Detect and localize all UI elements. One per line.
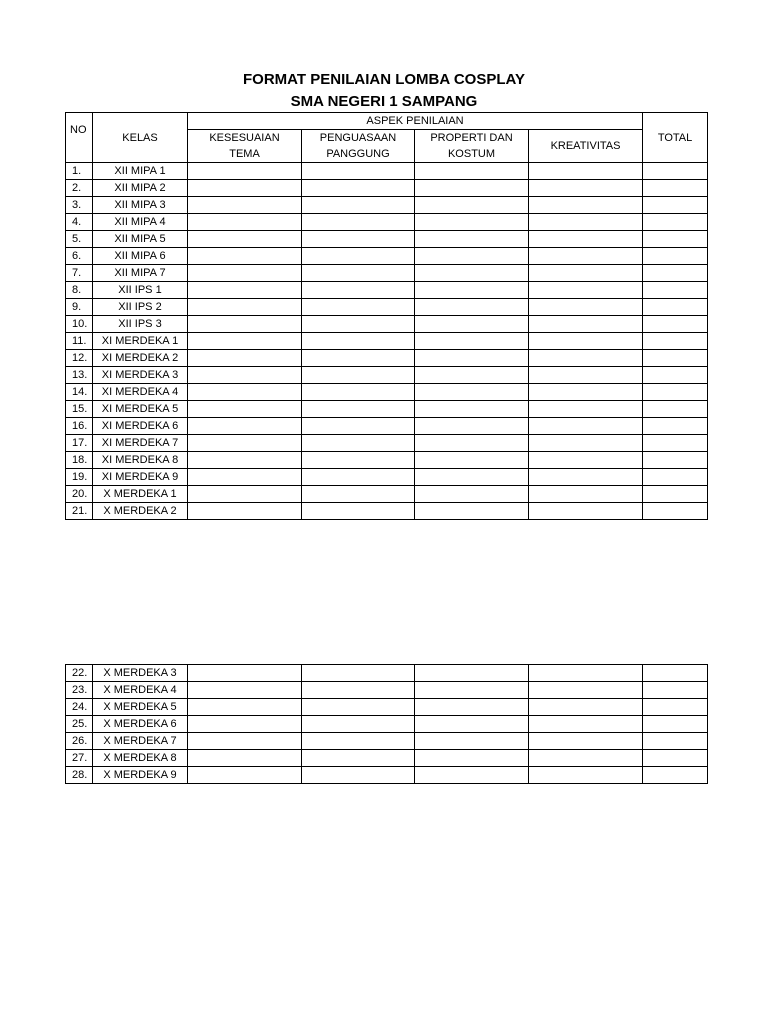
score-kesesuaian-cell[interactable] [188,401,302,418]
score-kesesuaian-cell[interactable] [188,384,302,401]
row-kelas: X MERDEKA 1 [93,486,188,503]
score-kreativitas-cell[interactable] [529,750,643,767]
row-kelas: XII MIPA 2 [93,180,188,197]
score-penguasaan-cell[interactable] [302,750,415,767]
table-row [66,452,708,469]
score-total-cell[interactable] [643,180,708,197]
score-penguasaan-cell[interactable] [302,435,415,452]
row-kelas: X MERDEKA 6 [93,716,188,733]
score-penguasaan-cell[interactable] [302,231,415,248]
score-kesesuaian-cell[interactable] [188,767,302,784]
row-number: 27. [66,750,93,767]
table-row [66,750,708,767]
row-number: 20. [66,486,93,503]
score-total-cell[interactable] [643,469,708,486]
score-properti-cell[interactable] [415,401,529,418]
score-properti-cell[interactable] [415,197,529,214]
score-kreativitas-cell[interactable] [529,682,643,699]
score-properti-cell[interactable] [415,350,529,367]
row-kelas: X MERDEKA 9 [93,767,188,784]
row-kelas: X MERDEKA 3 [93,665,188,682]
score-kesesuaian-cell[interactable] [188,180,302,197]
header-kelas: KELAS [93,113,188,163]
score-penguasaan-cell[interactable] [302,282,415,299]
row-number: 11. [66,333,93,350]
score-properti-cell[interactable] [415,231,529,248]
row-number: 25. [66,716,93,733]
table-row [66,665,708,682]
score-kreativitas-cell[interactable] [529,733,643,750]
row-kelas: XII MIPA 6 [93,248,188,265]
row-number: 21. [66,503,93,520]
table-row [66,401,708,418]
score-penguasaan-cell[interactable] [302,716,415,733]
score-penguasaan-cell[interactable] [302,418,415,435]
score-kesesuaian-cell[interactable] [188,418,302,435]
row-kelas: XI MERDEKA 6 [93,418,188,435]
table-row [66,350,708,367]
score-total-cell[interactable] [643,418,708,435]
score-total-cell[interactable] [643,197,708,214]
score-kreativitas-cell[interactable] [529,214,643,231]
row-kelas: X MERDEKA 5 [93,699,188,716]
header-properti-kostum [415,130,529,163]
score-properti-cell[interactable] [415,469,529,486]
score-kesesuaian-cell[interactable] [188,316,302,333]
table-row [66,716,708,733]
score-kreativitas-cell[interactable] [529,767,643,784]
score-penguasaan-cell[interactable] [302,333,415,350]
score-properti-cell[interactable] [415,767,529,784]
score-penguasaan-cell[interactable] [302,665,415,682]
score-total-cell[interactable] [643,435,708,452]
score-penguasaan-cell[interactable] [302,265,415,282]
score-kreativitas-cell[interactable] [529,248,643,265]
score-properti-cell[interactable] [415,316,529,333]
header-penguasaan-line2: PANGGUNG [326,148,390,160]
score-total-cell[interactable] [643,350,708,367]
header-kesesuaian-line1: KESESUAIAN [209,132,280,144]
table-row [66,197,708,214]
score-total-cell[interactable] [643,231,708,248]
score-properti-cell[interactable] [415,682,529,699]
score-kesesuaian-cell[interactable] [188,265,302,282]
table-row [66,384,708,401]
score-kreativitas-cell[interactable] [529,350,643,367]
score-kesesuaian-cell[interactable] [188,716,302,733]
score-kreativitas-cell[interactable] [529,716,643,733]
row-number: 28. [66,767,93,784]
header-no: NO [66,113,93,163]
score-total-cell[interactable] [643,367,708,384]
score-kreativitas-cell[interactable] [529,333,643,350]
score-kesesuaian-cell[interactable] [188,486,302,503]
row-kelas: XII MIPA 4 [93,214,188,231]
score-kreativitas-cell[interactable] [529,367,643,384]
row-number: 10. [66,316,93,333]
row-kelas: XI MERDEKA 8 [93,452,188,469]
score-properti-cell[interactable] [415,716,529,733]
score-properti-cell[interactable] [415,265,529,282]
score-properti-cell[interactable] [415,384,529,401]
row-kelas: XII MIPA 3 [93,197,188,214]
row-number: 26. [66,733,93,750]
document-title: FORMAT PENILAIAN LOMBA COSPLAY [243,71,525,88]
score-penguasaan-cell[interactable] [302,384,415,401]
score-properti-cell[interactable] [415,665,529,682]
row-kelas: XI MERDEKA 1 [93,333,188,350]
row-kelas: XII IPS 3 [93,316,188,333]
score-total-cell[interactable] [643,333,708,350]
score-kreativitas-cell[interactable] [529,435,643,452]
header-penguasaan-line1: PENGUASAAN [319,132,397,144]
header-aspek-penilaian: ASPEK PENILAIAN [188,113,643,130]
row-kelas: X MERDEKA 8 [93,750,188,767]
score-total-cell[interactable] [643,401,708,418]
score-total-cell[interactable] [643,316,708,333]
score-penguasaan-cell[interactable] [302,401,415,418]
score-kreativitas-cell[interactable] [529,384,643,401]
row-kelas: XII IPS 2 [93,299,188,316]
scoring-table-continued [65,664,708,784]
score-total-cell[interactable] [643,486,708,503]
table-row [66,503,708,520]
score-kesesuaian-cell[interactable] [188,350,302,367]
score-kesesuaian-cell[interactable] [188,733,302,750]
score-kesesuaian-cell[interactable] [188,682,302,699]
score-penguasaan-cell[interactable] [302,367,415,384]
table-row [66,469,708,486]
header-penguasaan-panggung [302,130,415,163]
row-number: 24. [66,699,93,716]
score-kreativitas-cell[interactable] [529,452,643,469]
row-number: 15. [66,401,93,418]
score-penguasaan-cell[interactable] [302,299,415,316]
score-penguasaan-cell[interactable] [302,767,415,784]
score-total-cell[interactable] [643,716,708,733]
header-properti-line2: KOSTUM [447,148,496,160]
table-row [66,767,708,784]
score-kesesuaian-cell[interactable] [188,435,302,452]
row-number: 9. [66,299,93,316]
row-kelas: X MERDEKA 2 [93,503,188,520]
score-properti-cell[interactable] [415,452,529,469]
score-penguasaan-cell[interactable] [302,316,415,333]
score-kreativitas-cell[interactable] [529,197,643,214]
row-number: 8. [66,282,93,299]
score-total-cell[interactable] [643,452,708,469]
score-kreativitas-cell[interactable] [529,699,643,716]
score-kesesuaian-cell[interactable] [188,214,302,231]
score-kesesuaian-cell[interactable] [188,299,302,316]
score-properti-cell[interactable] [415,333,529,350]
score-properti-cell[interactable] [415,750,529,767]
score-total-cell[interactable] [643,733,708,750]
document-subtitle: SMA NEGERI 1 SAMPANG [290,93,478,110]
score-kesesuaian-cell[interactable] [188,231,302,248]
score-penguasaan-cell[interactable] [302,350,415,367]
table-row [66,486,708,503]
table-row [66,316,708,333]
score-properti-cell[interactable] [415,248,529,265]
score-kesesuaian-cell[interactable] [188,367,302,384]
row-kelas: XII MIPA 7 [93,265,188,282]
score-penguasaan-cell[interactable] [302,682,415,699]
row-number: 22. [66,665,93,682]
score-kreativitas-cell[interactable] [529,231,643,248]
header-properti-line1: PROPERTI DAN [430,132,513,144]
row-number: 6. [66,248,93,265]
score-kesesuaian-cell[interactable] [188,163,302,180]
row-number: 14. [66,384,93,401]
score-kesesuaian-cell[interactable] [188,282,302,299]
row-number: 19. [66,469,93,486]
table-row [66,699,708,716]
table-row [66,282,708,299]
header-kesesuaian-tema [188,130,302,163]
row-number: 7. [66,265,93,282]
score-kesesuaian-cell[interactable] [188,750,302,767]
score-kesesuaian-cell[interactable] [188,452,302,469]
table-row [66,231,708,248]
row-number: 4. [66,214,93,231]
row-number: 5. [66,231,93,248]
score-kreativitas-cell[interactable] [529,665,643,682]
table-row [66,418,708,435]
score-penguasaan-cell[interactable] [302,733,415,750]
table-row [66,180,708,197]
row-number: 17. [66,435,93,452]
score-kreativitas-cell[interactable] [529,299,643,316]
table-row [66,248,708,265]
header-total: TOTAL [643,113,708,163]
row-kelas: XI MERDEKA 5 [93,401,188,418]
score-kreativitas-cell[interactable] [529,503,643,520]
score-properti-cell[interactable] [415,367,529,384]
row-kelas: XI MERDEKA 9 [93,469,188,486]
score-properti-cell[interactable] [415,435,529,452]
score-kesesuaian-cell[interactable] [188,248,302,265]
score-total-cell[interactable] [643,682,708,699]
row-number: 1. [66,163,93,180]
score-kreativitas-cell[interactable] [529,469,643,486]
row-number: 18. [66,452,93,469]
score-penguasaan-cell[interactable] [302,486,415,503]
score-kreativitas-cell[interactable] [529,401,643,418]
score-total-cell[interactable] [643,163,708,180]
score-penguasaan-cell[interactable] [302,163,415,180]
score-penguasaan-cell[interactable] [302,197,415,214]
row-kelas: XI MERDEKA 2 [93,350,188,367]
score-kreativitas-cell[interactable] [529,316,643,333]
score-properti-cell[interactable] [415,214,529,231]
score-penguasaan-cell[interactable] [302,214,415,231]
row-kelas: XII MIPA 1 [93,163,188,180]
table-row [66,682,708,699]
row-kelas: XII MIPA 5 [93,231,188,248]
score-penguasaan-cell[interactable] [302,699,415,716]
score-properti-cell[interactable] [415,699,529,716]
score-total-cell[interactable] [643,767,708,784]
table-row [66,333,708,350]
score-total-cell[interactable] [643,248,708,265]
score-total-cell[interactable] [643,265,708,282]
score-properti-cell[interactable] [415,418,529,435]
row-number: 2. [66,180,93,197]
score-kreativitas-cell[interactable] [529,180,643,197]
score-total-cell[interactable] [643,282,708,299]
score-total-cell[interactable] [643,750,708,767]
score-penguasaan-cell[interactable] [302,503,415,520]
score-penguasaan-cell[interactable] [302,248,415,265]
score-total-cell[interactable] [643,665,708,682]
score-properti-cell[interactable] [415,486,529,503]
score-kesesuaian-cell[interactable] [188,197,302,214]
score-properti-cell[interactable] [415,733,529,750]
score-kreativitas-cell[interactable] [529,163,643,180]
score-kesesuaian-cell[interactable] [188,699,302,716]
row-kelas: X MERDEKA 7 [93,733,188,750]
row-number: 16. [66,418,93,435]
row-kelas: XII IPS 1 [93,282,188,299]
table-row [66,299,708,316]
row-number: 23. [66,682,93,699]
score-total-cell[interactable] [643,299,708,316]
row-kelas: XI MERDEKA 7 [93,435,188,452]
table-row [66,435,708,452]
score-kesesuaian-cell[interactable] [188,665,302,682]
score-total-cell[interactable] [643,214,708,231]
score-total-cell[interactable] [643,699,708,716]
score-properti-cell[interactable] [415,180,529,197]
table-row [66,163,708,180]
row-number: 13. [66,367,93,384]
score-kesesuaian-cell[interactable] [188,469,302,486]
table-row [66,214,708,231]
header-kreativitas: KREATIVITAS [529,130,643,163]
score-kreativitas-cell[interactable] [529,486,643,503]
row-kelas: XI MERDEKA 3 [93,367,188,384]
score-properti-cell[interactable] [415,282,529,299]
score-kesesuaian-cell[interactable] [188,333,302,350]
score-kreativitas-cell[interactable] [529,282,643,299]
row-number: 3. [66,197,93,214]
scoring-table [65,112,708,520]
score-penguasaan-cell[interactable] [302,452,415,469]
score-total-cell[interactable] [643,503,708,520]
row-kelas: X MERDEKA 4 [93,682,188,699]
score-penguasaan-cell[interactable] [302,469,415,486]
score-kreativitas-cell[interactable] [529,418,643,435]
score-penguasaan-cell[interactable] [302,180,415,197]
table-row [66,367,708,384]
row-number: 12. [66,350,93,367]
score-kreativitas-cell[interactable] [529,265,643,282]
score-properti-cell[interactable] [415,503,529,520]
table-row [66,733,708,750]
table-row [66,265,708,282]
header-kesesuaian-line2: TEMA [229,148,260,160]
score-properti-cell[interactable] [415,299,529,316]
score-total-cell[interactable] [643,384,708,401]
row-kelas: XI MERDEKA 4 [93,384,188,401]
score-properti-cell[interactable] [415,163,529,180]
score-kesesuaian-cell[interactable] [188,503,302,520]
